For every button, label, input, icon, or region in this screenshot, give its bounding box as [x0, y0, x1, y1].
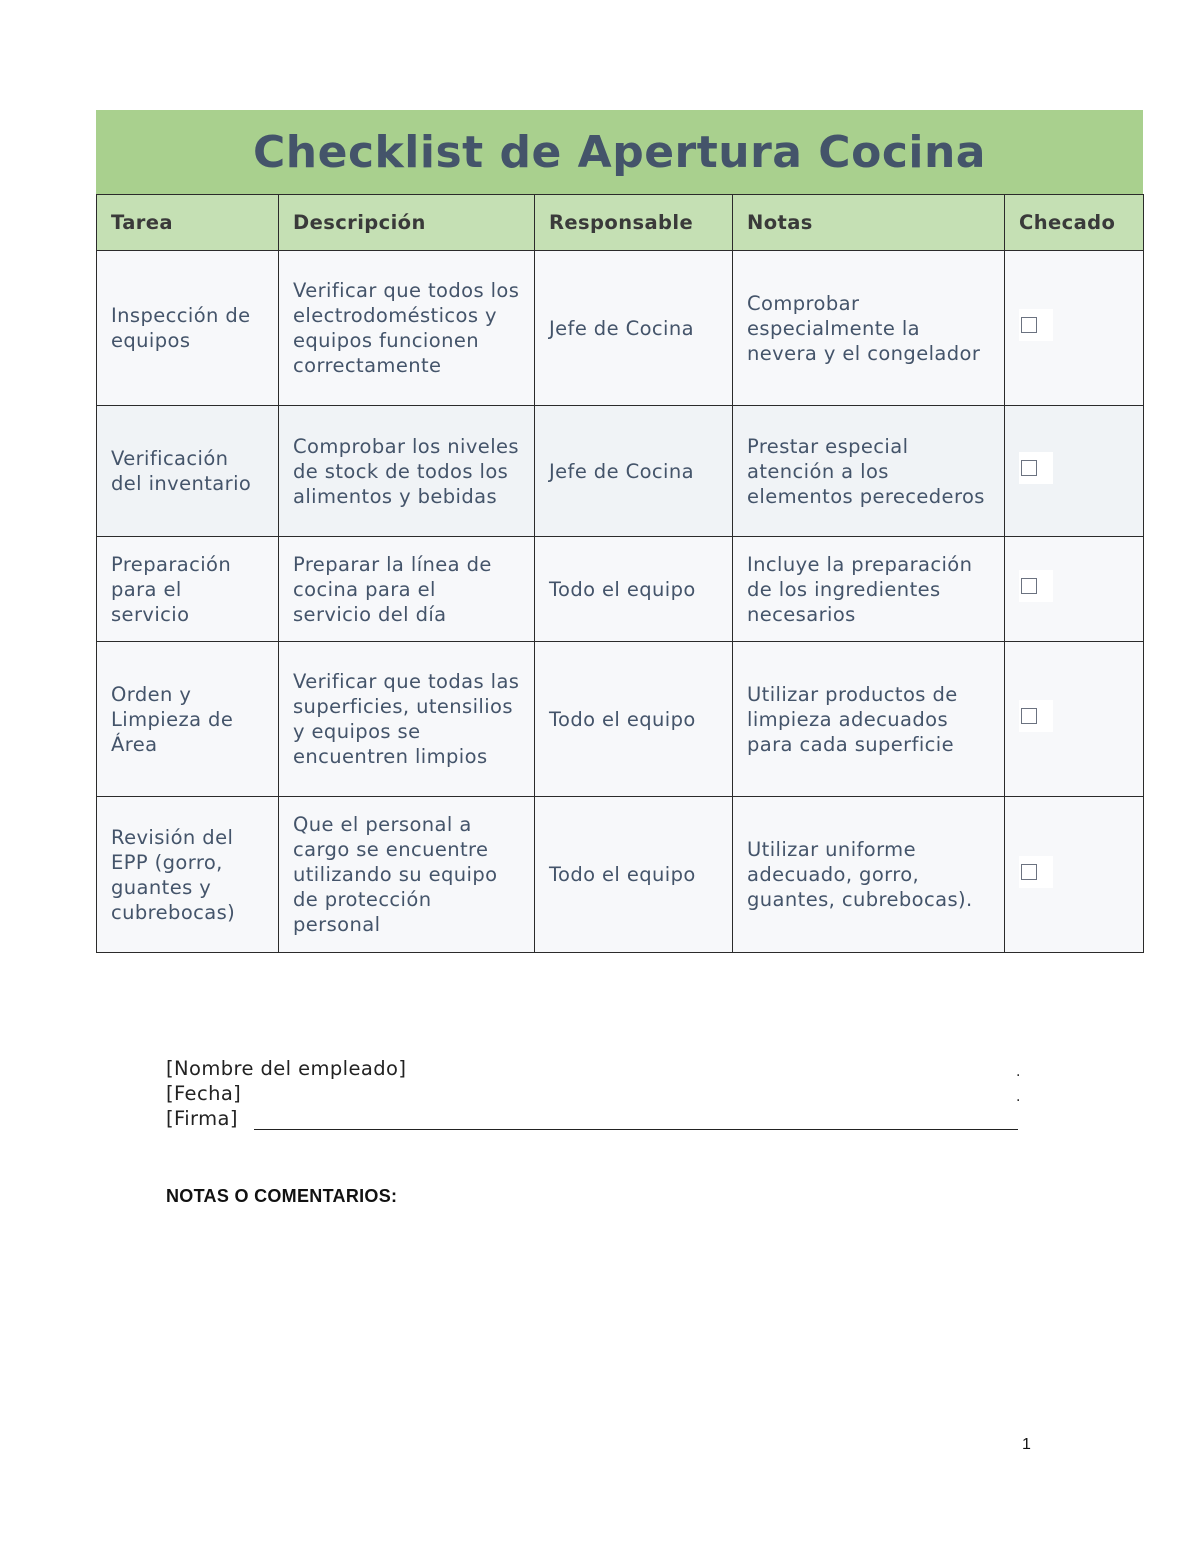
cell-notas: Utilizar productos de limpieza adecuados para cada superficie	[733, 642, 1005, 797]
header-tarea: Tarea	[97, 195, 279, 251]
table-row	[97, 642, 1144, 797]
signature-label: [Firma]	[166, 1107, 238, 1130]
checklist-sheet	[96, 110, 1143, 953]
cell-checado	[1005, 797, 1144, 953]
date-dot: .	[1016, 1089, 1021, 1105]
table-row	[97, 251, 1144, 406]
header-checado: Checado	[1005, 195, 1144, 251]
employee-name-line	[166, 1056, 1026, 1081]
checkbox[interactable]	[1019, 856, 1053, 888]
checkbox[interactable]	[1019, 309, 1053, 341]
header-notas: Notas	[733, 195, 1005, 251]
cell-notas: Comprobar especialmente la nevera y el congelador	[733, 251, 1005, 406]
table-row	[97, 537, 1144, 642]
cell-responsable: Todo el equipo	[535, 537, 733, 642]
cell-checado	[1005, 251, 1144, 406]
checklist-table	[96, 194, 1144, 953]
signature-line	[166, 1106, 1026, 1131]
cell-descripcion: Preparar la línea de cocina para el servicio del día	[279, 537, 535, 642]
table-row	[97, 797, 1144, 953]
signature-rule	[254, 1129, 1018, 1130]
cell-responsable: Todo el equipo	[535, 797, 733, 953]
employee-name-dot: .	[1016, 1064, 1021, 1080]
cell-notas: Incluye la preparación de los ingredientes necesarios	[733, 537, 1005, 642]
title-banner	[96, 110, 1143, 194]
table-header-row	[97, 195, 1144, 251]
date-line	[166, 1081, 1026, 1106]
cell-tarea: Inspección de equipos	[97, 251, 279, 406]
employee-name-label: [Nombre del empleado]	[166, 1057, 407, 1080]
cell-checado	[1005, 406, 1144, 537]
cell-descripcion: Comprobar los niveles de stock de todos los alimentos y bebidas	[279, 406, 535, 537]
cell-descripcion: Verificar que todas las superficies, utensilios y equipos se encuentren limpios	[279, 642, 535, 797]
notes-heading: NOTAS O COMENTARIOS:	[166, 1186, 398, 1206]
cell-notas: Prestar especial atención a los elementos perecederos	[733, 406, 1005, 537]
page-number: 1	[1022, 1436, 1031, 1453]
cell-descripcion: Que el personal a cargo se encuentre utilizando su equipo de protección personal	[279, 797, 535, 953]
table-row	[97, 406, 1144, 537]
checkbox[interactable]	[1019, 570, 1053, 602]
cell-checado	[1005, 642, 1144, 797]
cell-checado	[1005, 537, 1144, 642]
cell-responsable: Jefe de Cocina	[535, 406, 733, 537]
cell-responsable: Todo el equipo	[535, 642, 733, 797]
checkbox[interactable]	[1019, 452, 1053, 484]
header-descripcion: Descripción	[279, 195, 535, 251]
cell-tarea: Verificación del inventario	[97, 406, 279, 537]
cell-descripcion: Verificar que todos los electrodomésticos y equipos funcionen correctamente	[279, 251, 535, 406]
date-label: [Fecha]	[166, 1082, 242, 1105]
header-responsable: Responsable	[535, 195, 733, 251]
cell-tarea: Revisión del EPP (gorro, guantes y cubrebocas)	[97, 797, 279, 953]
cell-tarea: Preparación para el servicio	[97, 537, 279, 642]
document-title: Checklist de Apertura Cocina	[252, 126, 987, 178]
cell-notas: Utilizar uniforme adecuado, gorro, guantes, cubrebocas).	[733, 797, 1005, 953]
cell-tarea: Orden y Limpieza de Área	[97, 642, 279, 797]
cell-responsable: Jefe de Cocina	[535, 251, 733, 406]
signature-block	[166, 1056, 1026, 1131]
checkbox[interactable]	[1019, 700, 1053, 732]
